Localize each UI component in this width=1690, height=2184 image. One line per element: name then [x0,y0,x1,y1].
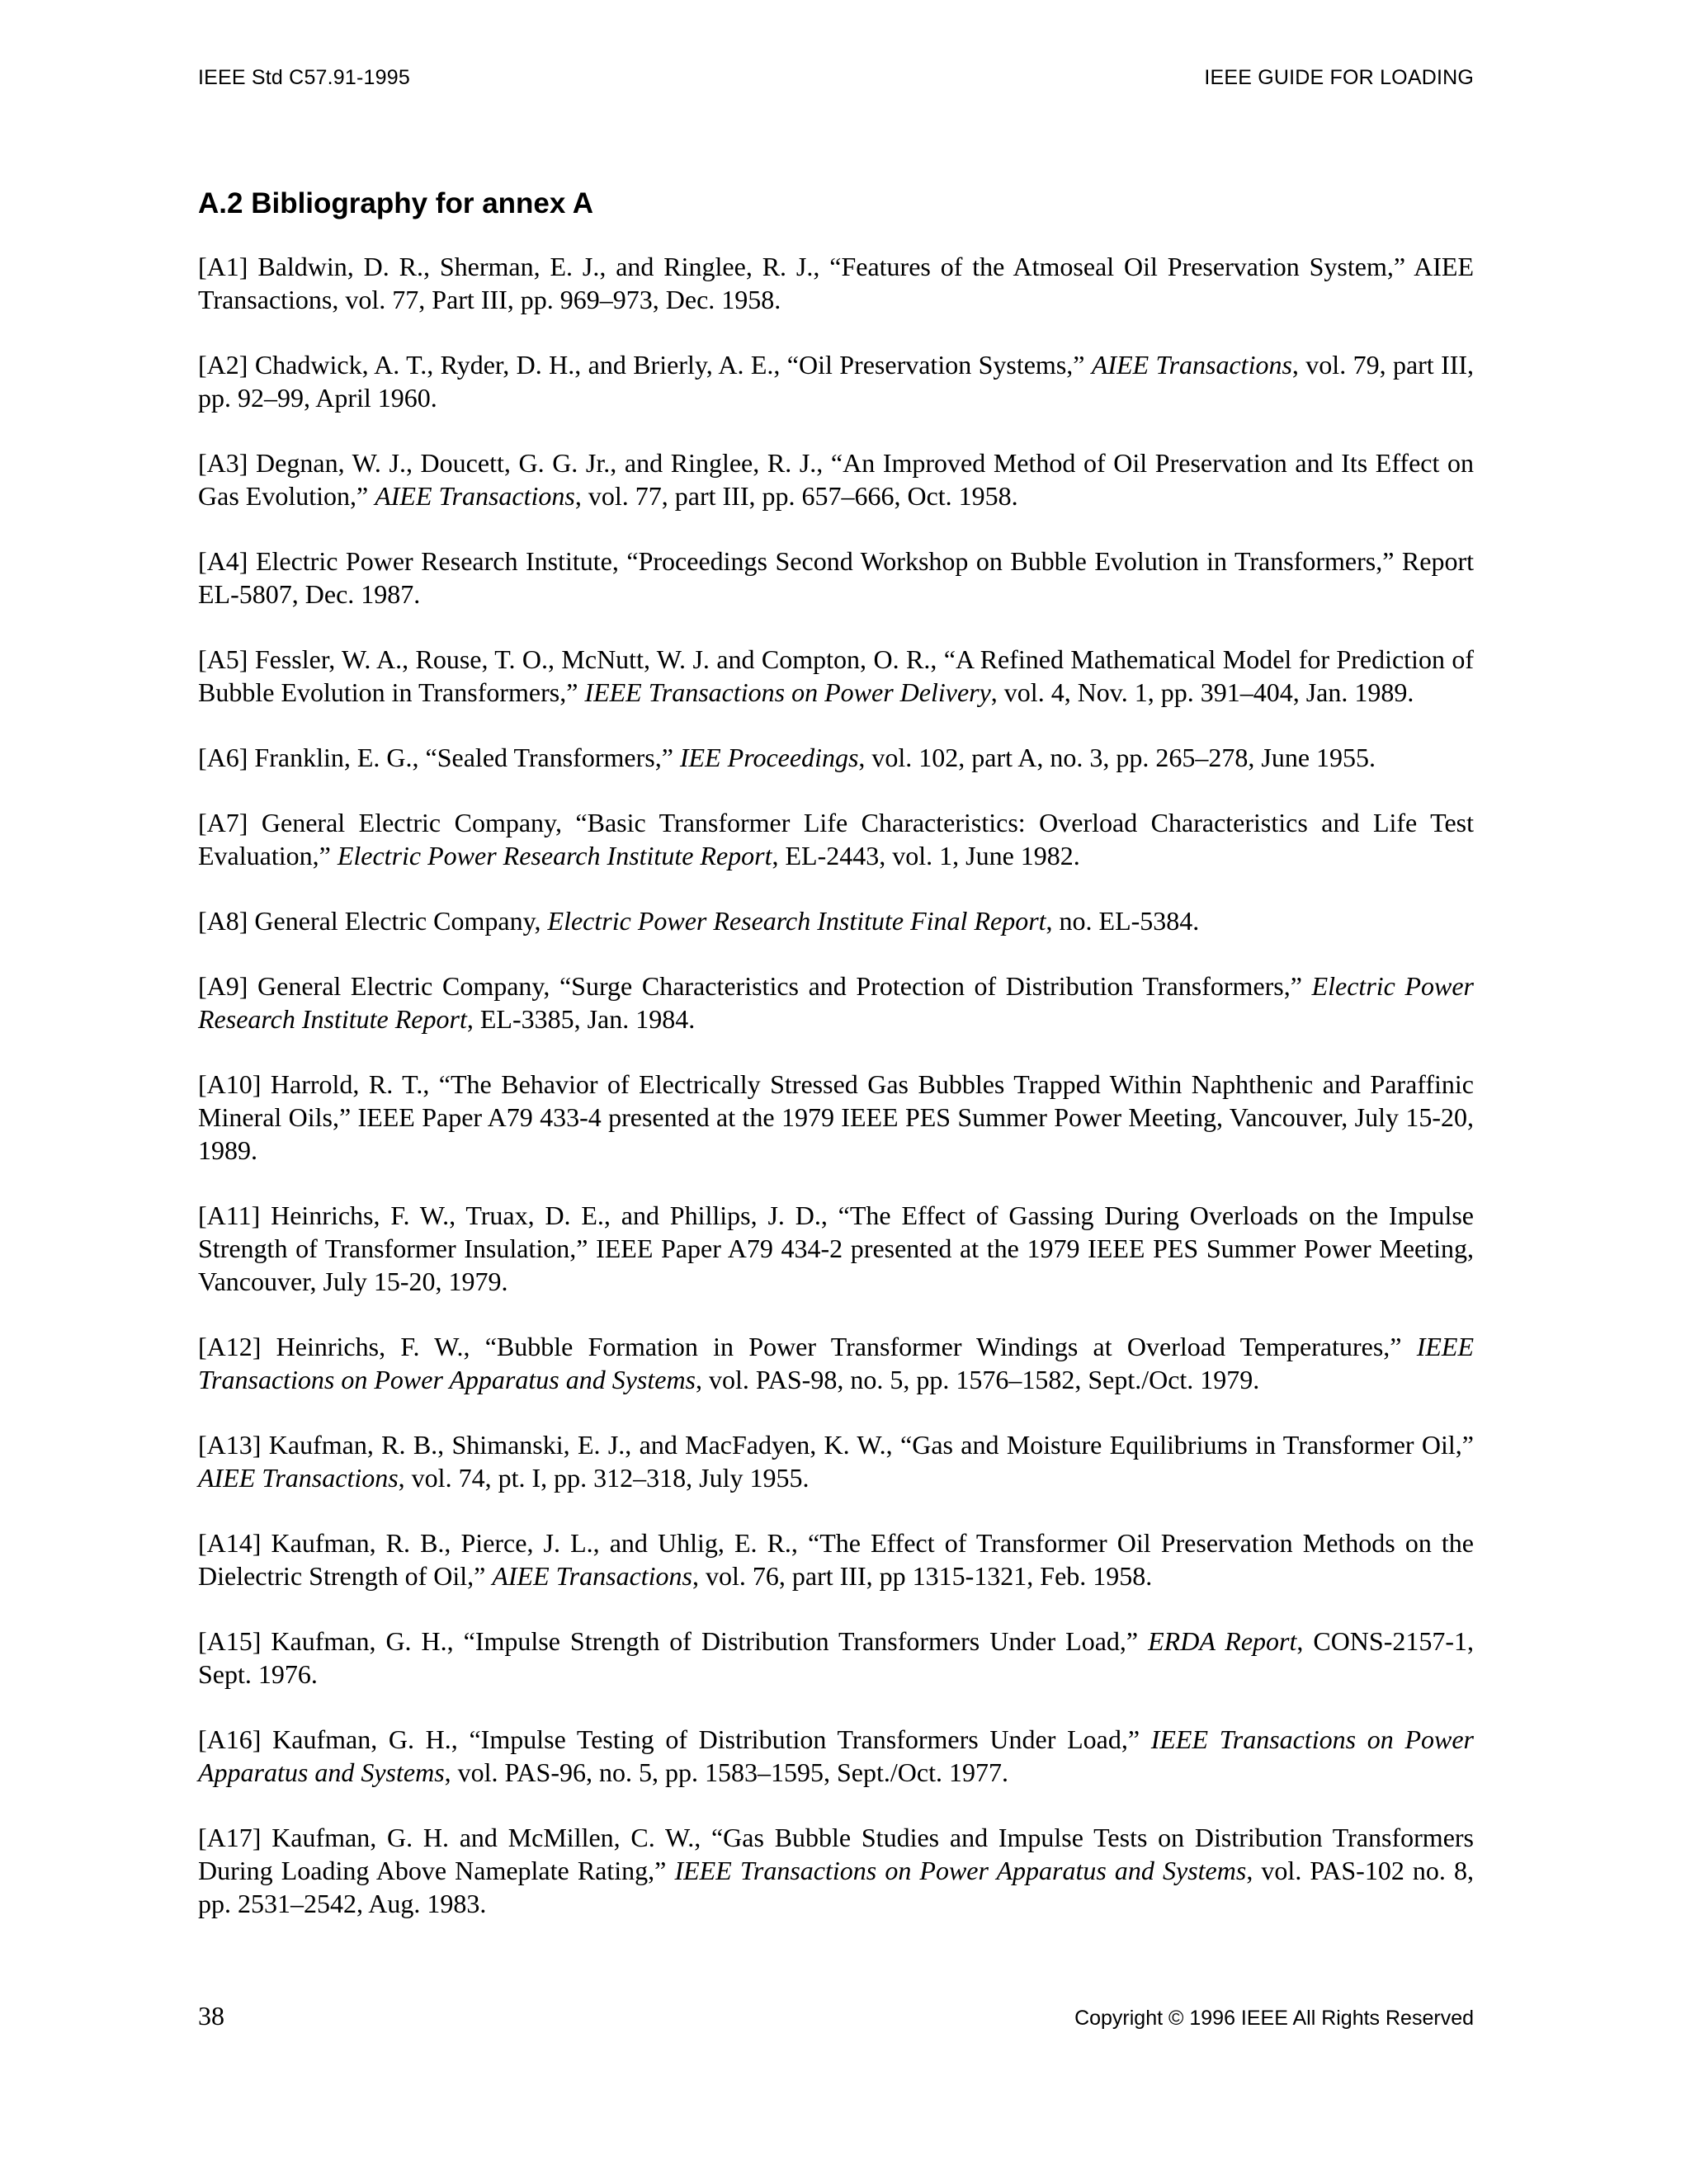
reference-item [198,969,1474,1035]
reference-source-title: ERDA Report [1148,1626,1297,1656]
reference-item [198,348,1474,414]
reference-text: Electric Power Research Institute, “Proceedings Second Workshop on Bubble Evolution in Transformers,” Report EL-5807, Dec. 1987. [198,546,1475,609]
reference-text: Kaufman, R. B., Pierce, J. L., and Uhlig, E. R., “The Effect of Transformer Oil Preservation Methods on the Dielectric Strength of Oil,” [198,1528,1475,1591]
reference-text: General Electric Company, “Surge Characteristics and Protection of Distribution Transformers,” [257,971,1312,1001]
reference-text: Kaufman, G. H., “Impulse Testing of Distribution Transformers Under Load,” [272,1724,1151,1754]
reference-text: Kaufman, G. H. and McMillen, C. W., “Gas Bubble Studies and Impulse Tests on Distribution Transformers During Loading Above Nameplate Rating,” [198,1823,1475,1885]
header-standard-id: IEEE Std C57.91-1995 [198,66,410,89]
reference-item [198,1821,1474,1920]
reference-text: , vol. 102, part A, no. 3, pp. 265–278, June 1955. [858,743,1376,772]
reference-text: , vol. 4, Nov. 1, pp. 391–404, Jan. 1989. [990,677,1414,707]
reference-item [198,1068,1474,1167]
reference-text: Kaufman, R. B., Shimanski, E. J., and MacFadyen, K. W., “Gas and Moisture Equilibriums in Transformer Oil,” [268,1430,1475,1460]
reference-text: , vol. 77, part III, pp. 657–666, Oct. 1958. [574,481,1018,511]
reference-id: [A5] [198,644,248,674]
reference-text: Heinrichs, F. W., “Bubble Formation in Power Transformer Windings at Overload Temperatures,” [276,1332,1417,1361]
reference-source-title: IEEE Transactions on Power Apparatus and Systems [198,1724,1475,1787]
reference-id: [A15] [198,1626,262,1656]
reference-item [198,1625,1474,1691]
reference-item [198,741,1474,774]
reference-id: [A17] [198,1823,262,1852]
reference-id: [A4] [198,546,248,576]
copyright-notice: Copyright © 1996 IEEE All Rights Reserved [1074,2007,1474,2030]
reference-text: Franklin, E. G., “Sealed Transformers,” [254,743,680,772]
reference-id: [A6] [198,743,248,772]
reference-source-title: AIEE Transactions [492,1561,692,1591]
reference-text: , vol. PAS-96, no. 5, pp. 1583–1595, Sept./Oct. 1977. [444,1757,1008,1787]
page-number: 38 [198,2001,224,2031]
reference-text: Chadwick, A. T., Ryder, D. H., and Brierly, A. E., “Oil Preservation Systems,” [254,350,1092,380]
reference-source-title: AIEE Transactions [1091,350,1292,380]
reference-id: [A12] [198,1332,262,1361]
reference-source-title: IEEE Transactions on Power Apparatus and Systems [198,1332,1475,1394]
reference-text: Baldwin, D. R., Sherman, E. J., and Ringlee, R. J., “Features of the Atmoseal Oil Preservation System,” AIEE Transactions, vol. 77, Part III, pp. 969–973, Dec. 1958. [198,252,1475,314]
reference-item [198,904,1474,937]
reference-text: , vol. PAS-98, no. 5, pp. 1576–1582, Sept./Oct. 1979. [696,1365,1260,1394]
reference-text: , EL-2443, vol. 1, June 1982. [772,841,1080,870]
reference-source-title: Electric Power Research Institute Final Report [547,906,1046,936]
reference-text: , vol. 74, pt. I, pp. 312–318, July 1955. [398,1463,810,1493]
reference-id: [A2] [198,350,248,380]
reference-id: [A14] [198,1528,262,1558]
reference-item [198,1526,1474,1592]
reference-text: Fessler, W. A., Rouse, T. O., McNutt, W. J. and Compton, O. R., “A Refined Mathematical Model for Prediction of Bubble Evolution in Transformers,” [198,644,1475,707]
reference-id: [A1] [198,252,248,281]
reference-id: [A13] [198,1430,262,1460]
reference-item [198,1723,1474,1789]
reference-source-title: AIEE Transactions [198,1463,399,1493]
reference-id: [A7] [198,808,248,837]
reference-item [198,446,1474,512]
reference-text: Kaufman, G. H., “Impulse Strength of Distribution Transformers Under Load,” [271,1626,1149,1656]
reference-source-title: IEE Proceedings [679,743,859,772]
reference-source-title: Electric Power Research Institute Report [198,971,1475,1034]
reference-id: [A10] [198,1069,262,1099]
reference-item [198,250,1474,316]
reference-text: , vol. 76, part III, pp 1315-1321, Feb. 1958. [692,1561,1153,1591]
reference-id: [A8] [198,906,248,936]
reference-text: , CONS-2157-1, Sept. 1976. [198,1626,1475,1689]
header-guide-title: IEEE GUIDE FOR LOADING [1204,66,1474,89]
reference-id: [A16] [198,1724,262,1754]
page-header [198,66,1474,90]
reference-item [198,545,1474,611]
reference-item [198,1330,1474,1396]
reference-item [198,643,1474,709]
reference-text: Heinrichs, F. W., Truax, D. E., and Phillips, J. D., “The Effect of Gassing During Overloads on the Impulse Strength of Transformer Insulation,” IEEE Paper A79 434-2 presented at the 1979 IEEE PES Summer Power Meeting, Vancouver, July 15-20, 1979. [198,1200,1475,1296]
reference-item [198,1199,1474,1298]
reference-text: , EL-3385, Jan. 1984. [466,1004,696,1034]
reference-text: General Electric Company, “Basic Transformer Life Characteristics: Overload Characteristics and Life Test Evaluation,” [198,808,1475,870]
reference-text: , vol. PAS-102 no. 8, pp. 2531–2542, Aug. 1983. [198,1856,1475,1918]
reference-text: Degnan, W. J., Doucett, G. G. Jr., and Ringlee, R. J., “An Improved Method of Oil Preservation and Its Effect on Gas Evolution,” [198,448,1475,511]
reference-text: Harrold, R. T., “The Behavior of Electrically Stressed Gas Bubbles Trapped Within Naphthenic and Paraffinic Mineral Oils,” IEEE Paper A79 433-4 presented at the 1979 IEEE PES Summer Power Meeting, Vancouver, July 15-20, 1989. [198,1069,1475,1165]
reference-source-title: IEEE Transactions on Power Delivery [584,677,991,707]
reference-list [198,250,1474,1952]
reference-text: , vol. 79, part III, pp. 92–99, April 1960. [198,350,1475,413]
reference-text: , no. EL-5384. [1046,906,1200,936]
reference-item [198,1428,1474,1494]
reference-item [198,806,1474,872]
reference-source-title: AIEE Transactions [375,481,575,511]
reference-source-title: Electric Power Research Institute Report [337,841,772,870]
page-footer [198,2001,1474,2031]
reference-id: [A11] [198,1200,261,1230]
reference-id: [A9] [198,971,248,1001]
reference-id: [A3] [198,448,248,478]
section-title: A.2 Bibliography for annex A [198,187,594,219]
reference-text: General Electric Company, [254,906,548,936]
reference-source-title: IEEE Transactions on Power Apparatus and Systems [674,1856,1247,1885]
